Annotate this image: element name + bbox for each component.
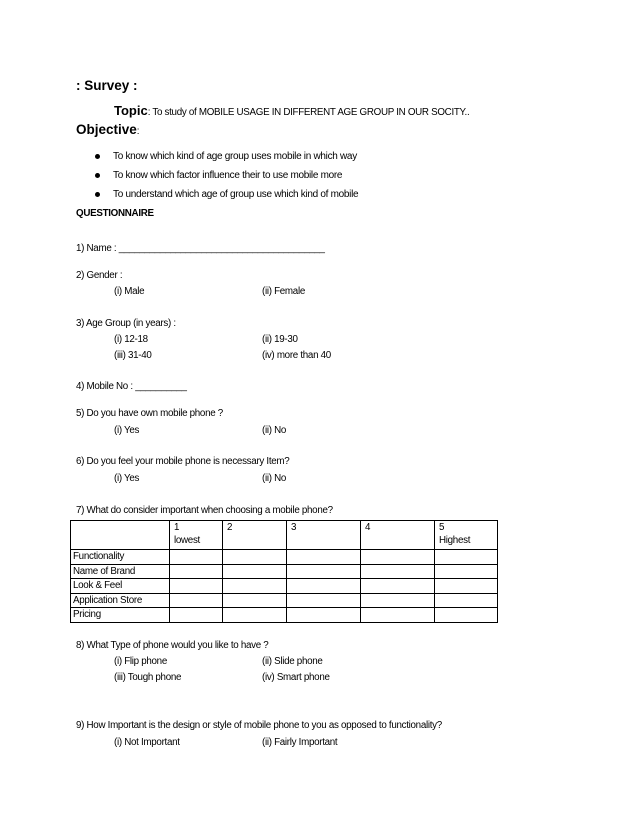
bullet-icon	[95, 173, 100, 178]
importance-rating-table	[70, 520, 498, 623]
table-header-blank	[71, 521, 170, 550]
q5-question: 5) Do you have own mobile phone ?	[76, 408, 223, 419]
row-label: Application Store	[71, 593, 170, 608]
topic-line	[114, 102, 469, 120]
q7-question: 7) What do consider important when choosing a mobile phone?	[76, 505, 333, 516]
rating-cell[interactable]	[361, 550, 435, 565]
objective-item: To understand which age of group use which kind of mobile	[95, 185, 358, 204]
rating-cell[interactable]	[361, 579, 435, 594]
rating-cell[interactable]	[170, 579, 223, 594]
q6-question: 6) Do you feel your mobile phone is necessary Item?	[76, 456, 290, 467]
table-row	[71, 550, 498, 565]
rating-cell[interactable]	[223, 608, 287, 623]
q8-question: 8) What Type of phone would you like to have ?	[76, 640, 269, 651]
table-header-5: 5 Highest	[435, 521, 498, 550]
q9-option-1: (i) Not Important	[114, 737, 180, 748]
q2-option-female: (ii) Female	[262, 286, 305, 297]
topic-label: Topic	[114, 103, 148, 118]
row-label: Pricing	[71, 608, 170, 623]
table-row	[71, 564, 498, 579]
rating-cell[interactable]	[170, 550, 223, 565]
q9-question: 9) How Important is the design or style of mobile phone to you as opposed to functionality?	[76, 720, 442, 731]
objective-item: To know which factor influence their to use mobile more	[95, 166, 358, 185]
rating-cell[interactable]	[287, 593, 361, 608]
rating-cell[interactable]	[435, 550, 498, 565]
rating-cell[interactable]	[435, 579, 498, 594]
bullet-icon	[95, 192, 100, 197]
q3-option-3: (iii) 31-40	[114, 350, 152, 361]
q4-mobile-no: 4) Mobile No : __________	[76, 381, 187, 392]
q5-option-no: (ii) No	[262, 425, 287, 436]
q2-option-male: (i) Male	[114, 286, 145, 297]
row-label: Name of Brand	[71, 564, 170, 579]
bullet-icon	[95, 154, 100, 159]
q9-option-2: (ii) Fairly Important	[262, 737, 338, 748]
rating-cell[interactable]	[435, 564, 498, 579]
q3-option-2: (ii) 19-30	[262, 334, 298, 345]
rating-cell[interactable]	[361, 593, 435, 608]
table-header-2: 2	[223, 521, 287, 550]
rating-cell[interactable]	[435, 608, 498, 623]
q3-question: 3) Age Group (in years) :	[76, 318, 176, 329]
rating-cell[interactable]	[287, 564, 361, 579]
q2-question: 2) Gender :	[76, 270, 123, 281]
q5-option-yes: (i) Yes	[114, 425, 140, 436]
topic-text: : To study of MOBILE USAGE IN DIFFERENT AGE GROUP IN OUR SOCITY..	[147, 107, 470, 118]
rating-cell[interactable]	[170, 593, 223, 608]
q3-option-4: (iv) more than 40	[262, 350, 331, 361]
table-header-1: 1 lowest	[170, 521, 223, 550]
q8-option-4: (iv) Smart phone	[262, 672, 330, 683]
rating-cell[interactable]	[223, 550, 287, 565]
rating-cell[interactable]	[170, 564, 223, 579]
rating-cell[interactable]	[361, 608, 435, 623]
table-header-3: 3	[287, 521, 361, 550]
objective-item: To know which kind of age group uses mobile in which way	[95, 147, 358, 166]
q8-option-3: (iii) Tough phone	[114, 672, 182, 683]
rating-cell[interactable]	[223, 579, 287, 594]
objective-line	[76, 121, 139, 139]
table-header-row	[71, 521, 498, 550]
survey-title: : Survey :	[76, 78, 138, 93]
rating-cell[interactable]	[223, 564, 287, 579]
objective-suffix: :	[136, 126, 140, 137]
table-row	[71, 593, 498, 608]
rating-cell[interactable]	[287, 579, 361, 594]
q8-option-1: (i) Flip phone	[114, 656, 167, 667]
table-header-4: 4	[361, 521, 435, 550]
rating-cell[interactable]	[361, 564, 435, 579]
row-label: Functionality	[71, 550, 170, 565]
rating-cell[interactable]	[170, 608, 223, 623]
row-label: Look & Feel	[71, 579, 170, 594]
rating-cell[interactable]	[287, 550, 361, 565]
objective-list	[95, 147, 358, 204]
q6-option-yes: (i) Yes	[114, 473, 140, 484]
rating-cell[interactable]	[435, 593, 498, 608]
table-row	[71, 579, 498, 594]
rating-cell[interactable]	[287, 608, 361, 623]
q1-name: 1) Name : ________________________________________	[76, 243, 325, 254]
questionnaire-heading: QUESTIONNAIRE	[76, 208, 154, 219]
objective-label: Objective	[76, 122, 137, 137]
rating-cell[interactable]	[223, 593, 287, 608]
table-row	[71, 608, 498, 623]
q6-option-no: (ii) No	[262, 473, 287, 484]
q8-option-2: (ii) Slide phone	[262, 656, 323, 667]
q3-option-1: (i) 12-18	[114, 334, 148, 345]
